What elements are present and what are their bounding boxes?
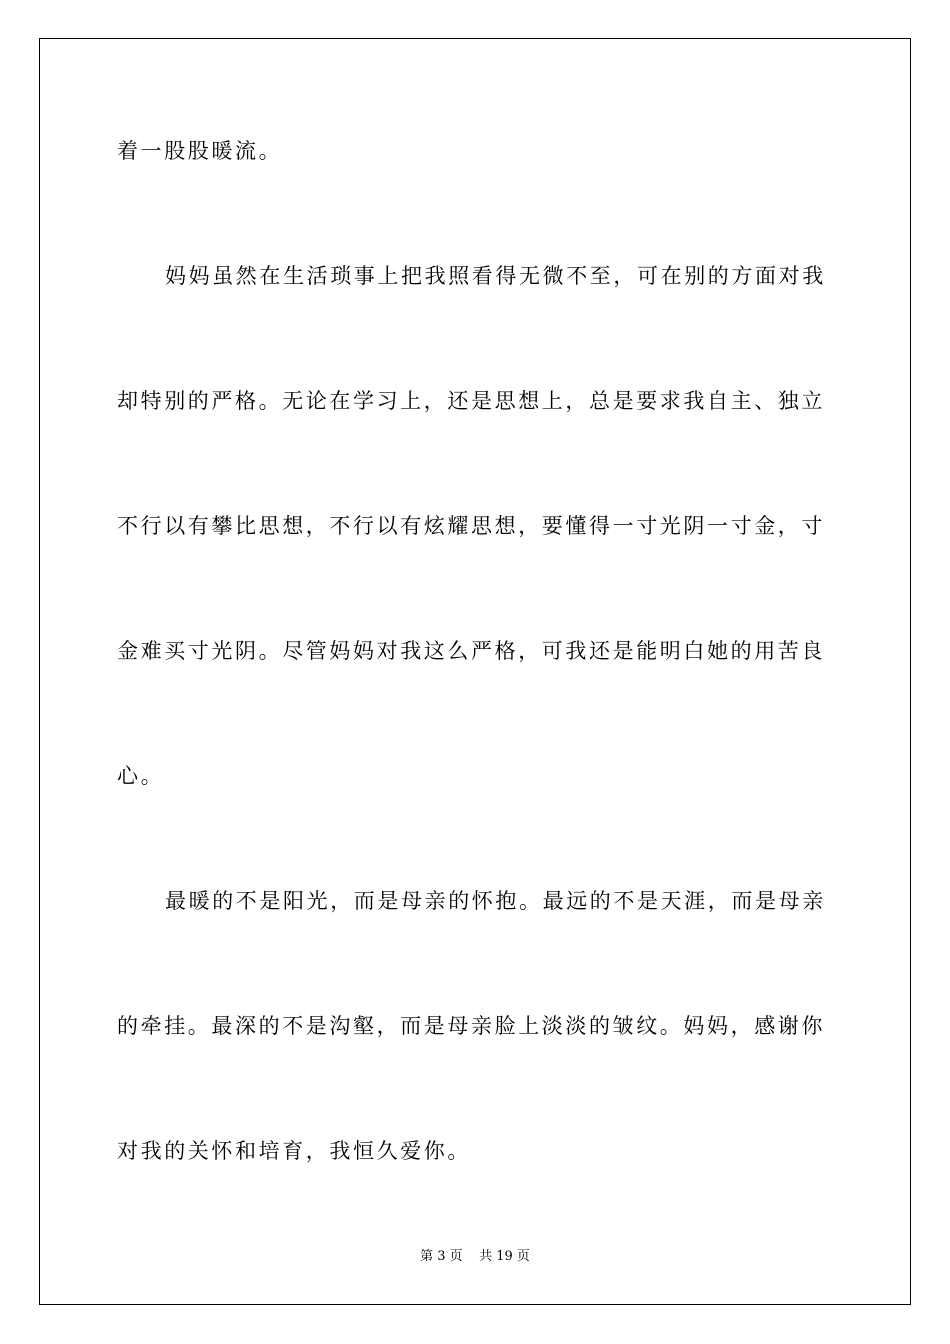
paragraph-line: 心。: [117, 764, 165, 788]
paragraph-line: 不行以有攀比思想，不行以有炫耀思想，要懂得一寸光阴一寸金，寸: [117, 514, 825, 538]
paragraph-line: 对我的关怀和培育，我恒久爱你。: [117, 1139, 471, 1163]
paragraph-line: 金难买寸光阴。尽管妈妈对我这么严格，可我还是能明白她的用苦良: [117, 639, 825, 663]
paragraph-line: 妈妈虽然在生活琐事上把我照看得无微不至，可在别的方面对我: [165, 264, 826, 288]
paragraph-line: 着一股股暖流。: [117, 139, 283, 163]
page-border: [39, 38, 911, 1305]
paragraph-line: 最暖的不是阳光，而是母亲的怀抱。最远的不是天涯，而是母亲: [165, 889, 826, 913]
paragraph-line: 却特别的严格。无论在学习上，还是思想上，总是要求我自主、独立: [117, 389, 825, 413]
page-number-footer: 第 3 页 共 19 页: [420, 1249, 530, 1264]
paragraph-line: 的牵挂。最深的不是沟壑，而是母亲脸上淡淡的皱纹。妈妈，感谢你: [117, 1014, 825, 1038]
